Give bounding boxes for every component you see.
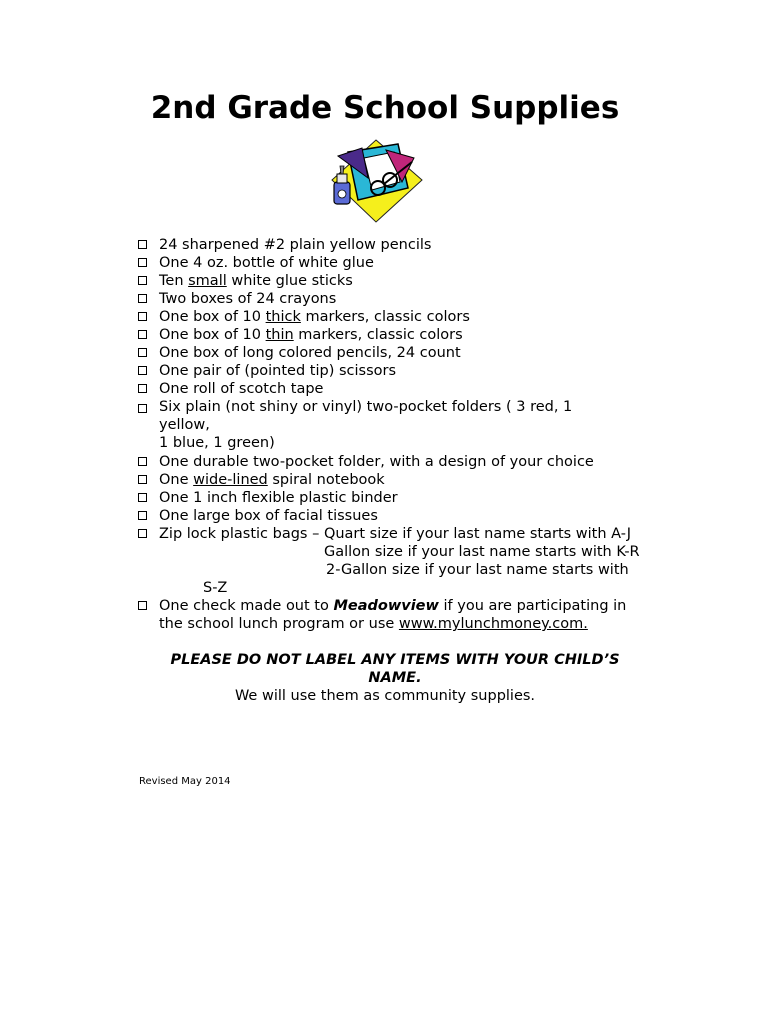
list-item: One 1 inch flexible plastic binder bbox=[159, 490, 398, 506]
checkbox[interactable] bbox=[138, 294, 147, 303]
list-item-line: 2-Gallon size if your last name starts with bbox=[326, 562, 629, 578]
list-item: One check made out to Meadowview if you are participating in bbox=[159, 598, 627, 614]
checkbox[interactable] bbox=[138, 457, 147, 466]
list-item: One wide-lined spiral notebook bbox=[159, 472, 385, 488]
list-item: One roll of scotch tape bbox=[159, 381, 324, 397]
list-item: One 4 oz. bottle of white glue bbox=[159, 255, 374, 271]
list-item-line: Zip lock plastic bags – Quart size if your last name starts with A-J bbox=[159, 526, 632, 542]
list-item: 24 sharpened #2 plain yellow pencils bbox=[159, 237, 432, 253]
revised-date: Revised May 2014 bbox=[139, 776, 231, 787]
list-item: One pair of (pointed tip) scissors bbox=[159, 363, 397, 379]
checkbox[interactable] bbox=[138, 276, 147, 285]
checkbox[interactable] bbox=[138, 384, 147, 393]
checkbox[interactable] bbox=[138, 366, 147, 375]
notice-subtext: We will use them as community supplies. bbox=[234, 688, 536, 704]
list-item: One box of 10 thick markers, classic colors bbox=[159, 309, 470, 325]
checkbox[interactable] bbox=[138, 529, 147, 538]
checkbox[interactable] bbox=[138, 312, 147, 321]
list-item: One box of long colored pencils, 24 count bbox=[159, 345, 461, 361]
list-item-line: S-Z bbox=[203, 580, 228, 596]
list-item-line: the school lunch program or use www.mylunchmoney.com. bbox=[159, 616, 588, 632]
list-item-line: Gallon size if your last name starts with K-R bbox=[324, 544, 640, 560]
list-item-line: yellow, bbox=[159, 417, 210, 433]
checkbox[interactable] bbox=[138, 404, 147, 413]
notice-heading bbox=[130, 651, 660, 687]
list-item-line: 1 blue, 1 green) bbox=[159, 435, 275, 451]
list-item-line: Six plain (not shiny or vinyl) two-pocket folders ( 3 red, 1 bbox=[159, 399, 573, 415]
notice-line: PLEASE DO NOT LABEL ANY ITEMS WITH YOUR CHILD’S bbox=[170, 652, 620, 668]
list-item: Two boxes of 24 crayons bbox=[159, 291, 337, 307]
list-item: One durable two-pocket folder, with a design of your choice bbox=[159, 454, 594, 470]
list-item: One box of 10 thin markers, classic colors bbox=[159, 327, 463, 343]
notice-line: NAME. bbox=[368, 670, 422, 686]
checkbox[interactable] bbox=[138, 348, 147, 357]
checkbox[interactable] bbox=[138, 240, 147, 249]
lunch-money-link[interactable]: www.mylunchmoney.com. bbox=[398, 616, 588, 632]
page-title: 2nd Grade School Supplies bbox=[150, 90, 620, 126]
list-item: Ten small white glue sticks bbox=[159, 273, 353, 289]
checkbox[interactable] bbox=[138, 258, 147, 267]
checkbox[interactable] bbox=[138, 511, 147, 520]
checkbox[interactable] bbox=[138, 601, 147, 610]
list-item: One large box of facial tissues bbox=[159, 508, 378, 524]
checkbox[interactable] bbox=[138, 475, 147, 484]
checkbox[interactable] bbox=[138, 330, 147, 339]
checkbox[interactable] bbox=[138, 493, 147, 502]
